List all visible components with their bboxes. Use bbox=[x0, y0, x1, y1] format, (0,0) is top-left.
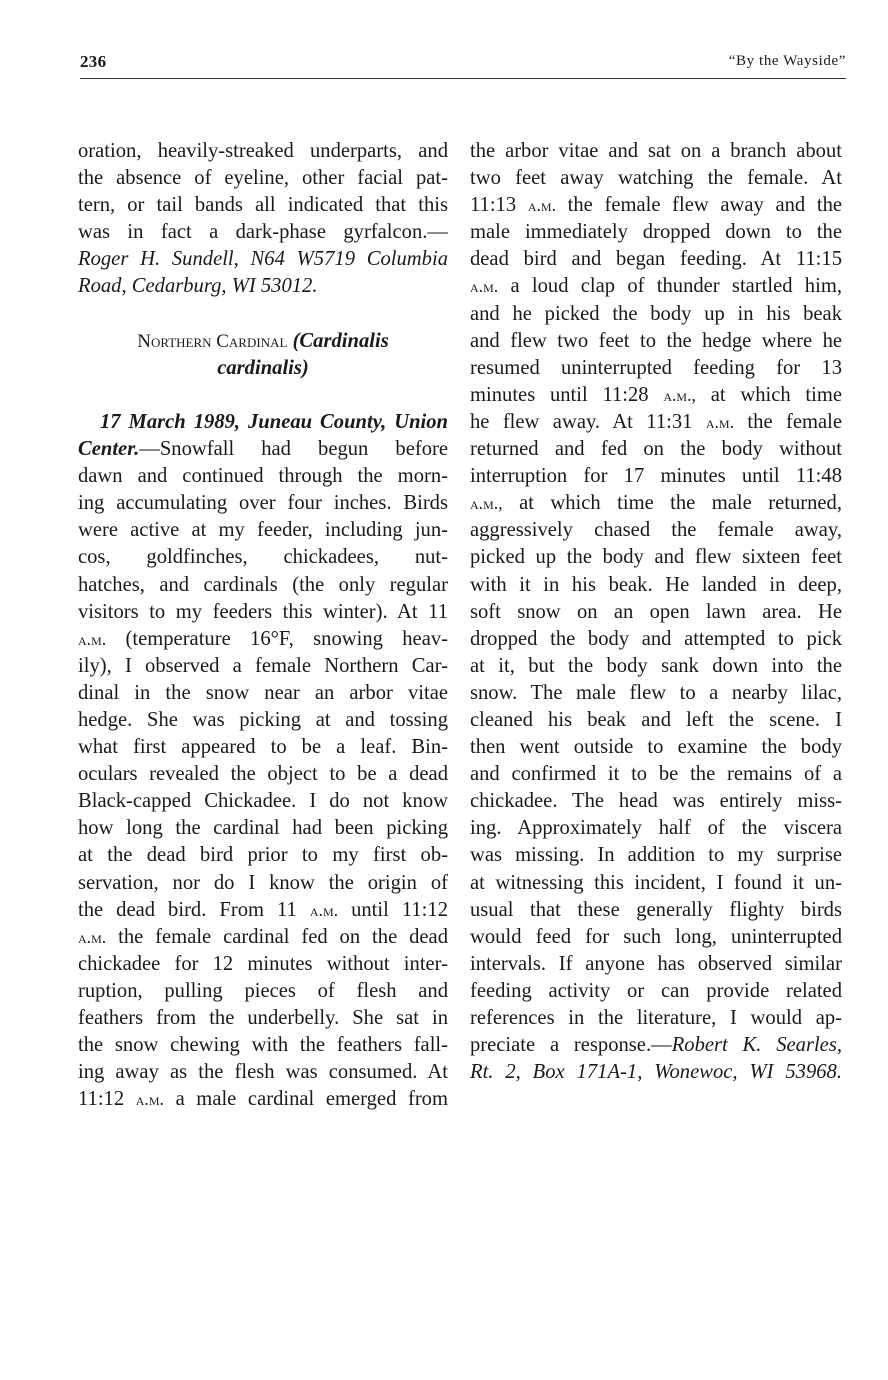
text-line: oration, heavily-streaked underparts, and bbox=[78, 140, 448, 162]
text-line: soft snow on an open lawn area. He bbox=[470, 600, 842, 623]
text-line: hedge. She was picking at and tossing bbox=[78, 708, 448, 731]
spacer bbox=[78, 382, 448, 409]
text-line: returned and fed on the body without bbox=[470, 438, 842, 461]
text-line: preciate a response.—Robert K. Searles, bbox=[470, 1034, 842, 1057]
text-line: aggressively chased the female away, bbox=[470, 519, 842, 542]
text-line: oculars revealed the object to be a dead bbox=[78, 763, 448, 786]
text-line: male immediately dropped down to the bbox=[470, 221, 842, 244]
text-line: and flew two feet to the hedge where he bbox=[470, 329, 842, 352]
text-line: resumed uninterrupted feeding for 13 bbox=[470, 356, 842, 379]
text-line: ily), I observed a female Northern Car- bbox=[78, 654, 448, 677]
text-line: at witnessing this incident, I found it un- bbox=[470, 871, 842, 894]
text-line: references in the literature, I would ap- bbox=[470, 1007, 842, 1029]
text-line: a.m. the female cardinal fed on the dead bbox=[78, 925, 448, 948]
text-line: dinal in the snow near an arbor vitae bbox=[78, 681, 448, 704]
text-line: what first appeared to be a leaf. Bin- bbox=[78, 736, 448, 759]
text-line: two feet away watching the female. At bbox=[470, 167, 842, 190]
text-line: dead bird and began feeding. At 11:15 bbox=[470, 248, 842, 271]
text-line: were active at my feeder, including jun- bbox=[78, 519, 448, 542]
text-line: at the dead bird prior to my first ob- bbox=[78, 844, 448, 867]
text-line: a.m. (temperature 16°F, snowing heav- bbox=[78, 627, 448, 650]
text-line: chickadee for 12 minutes without inter- bbox=[78, 952, 448, 975]
text-line: then went outside to examine the body bbox=[470, 736, 842, 759]
text-line: ruption, pulling pieces of flesh and bbox=[78, 979, 448, 1002]
text-line: at it, but the body sank down into the bbox=[470, 654, 842, 677]
section-heading: Northern Cardinal (Cardinalis bbox=[137, 329, 389, 352]
text-line: 11:12 a.m. a male cardinal emerged from bbox=[78, 1088, 448, 1111]
text-line: a.m., at which time the male returned, bbox=[470, 492, 842, 515]
text-line: with it in his beak. He landed in deep, bbox=[470, 573, 842, 596]
right-column bbox=[470, 138, 842, 1086]
text-line: he flew away. At 11:31 a.m. the female bbox=[470, 410, 842, 433]
text-line: the arbor vitae and sat on a branch about bbox=[470, 140, 842, 162]
page-header bbox=[80, 52, 846, 79]
text-line: tern, or tail bands all indicated that this bbox=[78, 194, 448, 217]
text-line: cos, goldfinches, chickadees, nut- bbox=[78, 546, 448, 569]
page-number: 236 bbox=[80, 52, 107, 71]
text-line: was in fact a dark-phase gyrfalcon.— bbox=[78, 221, 448, 244]
text-line: the snow chewing with the feathers fall- bbox=[78, 1034, 448, 1057]
text-line: would feed for such long, uninterrupted bbox=[470, 925, 842, 948]
text-line: chickadee. The head was entirely miss- bbox=[470, 790, 842, 813]
text-line: ing. Approximately half of the viscera bbox=[470, 817, 842, 840]
text-line: visitors to my feeders this winter). At 11 bbox=[78, 600, 448, 623]
author-signature: Rt. 2, Box 171A-1, Wonewoc, WI 53968. bbox=[470, 1061, 842, 1084]
text-line: snow. The male flew to a nearby lilac, bbox=[470, 681, 842, 704]
text-line: servation, nor do I know the origin of bbox=[78, 871, 448, 894]
text-line: usual that these generally flighty birds bbox=[470, 898, 842, 921]
author-address: Road, Cedarburg, WI 53012. bbox=[78, 275, 318, 298]
text-line: hatches, and cardinals (the only regular bbox=[78, 573, 448, 596]
left-column bbox=[78, 138, 448, 1113]
text-line: how long the cardinal had been picking bbox=[78, 817, 448, 840]
text-line: minutes until 11:28 a.m., at which time bbox=[470, 383, 842, 406]
text-line: and he picked the body up in his beak bbox=[470, 302, 842, 325]
text-line: interruption for 17 minutes until 11:48 bbox=[470, 465, 842, 488]
section-heading-cont: cardinalis) bbox=[217, 356, 309, 379]
entry-date-location: 17 March 1989, Juneau County, Union bbox=[100, 410, 448, 433]
text-line: feeding activity or can provide related bbox=[470, 979, 842, 1002]
text-line: a.m. a loud clap of thunder startled him, bbox=[470, 275, 842, 298]
text-line: feathers from the underbelly. She sat in bbox=[78, 1007, 448, 1029]
text-line: dropped the body and attempted to pick bbox=[470, 627, 842, 650]
text-line: Center.—Snowfall had begun before bbox=[78, 438, 448, 461]
text-line: the dead bird. From 11 a.m. until 11:12 bbox=[78, 898, 448, 921]
author-signature: Roger H. Sundell, N64 W5719 Columbia bbox=[78, 248, 448, 271]
text-line: 11:13 a.m. the female flew away and the bbox=[470, 194, 843, 217]
text-line: ing accumulating over four inches. Birds bbox=[78, 492, 448, 515]
text-line: the absence of eyeline, other facial pat- bbox=[78, 167, 448, 190]
text-line: picked up the body and flew sixteen feet bbox=[470, 546, 842, 569]
text-line: dawn and continued through the morn- bbox=[78, 465, 448, 488]
text-line: ing away as the flesh was consumed. At bbox=[78, 1061, 448, 1084]
running-head: “By the Wayside” bbox=[728, 53, 846, 69]
text-line: intervals. If anyone has observed similar bbox=[470, 952, 842, 975]
text-line: cleaned his beak and left the scene. I bbox=[470, 708, 842, 731]
spacer bbox=[78, 301, 448, 328]
text-line: Black-capped Chickadee. I do not know bbox=[78, 790, 448, 813]
text-line: and confirmed it to be the remains of a bbox=[470, 763, 842, 786]
text-line: was missing. In addition to my surprise bbox=[470, 844, 842, 867]
